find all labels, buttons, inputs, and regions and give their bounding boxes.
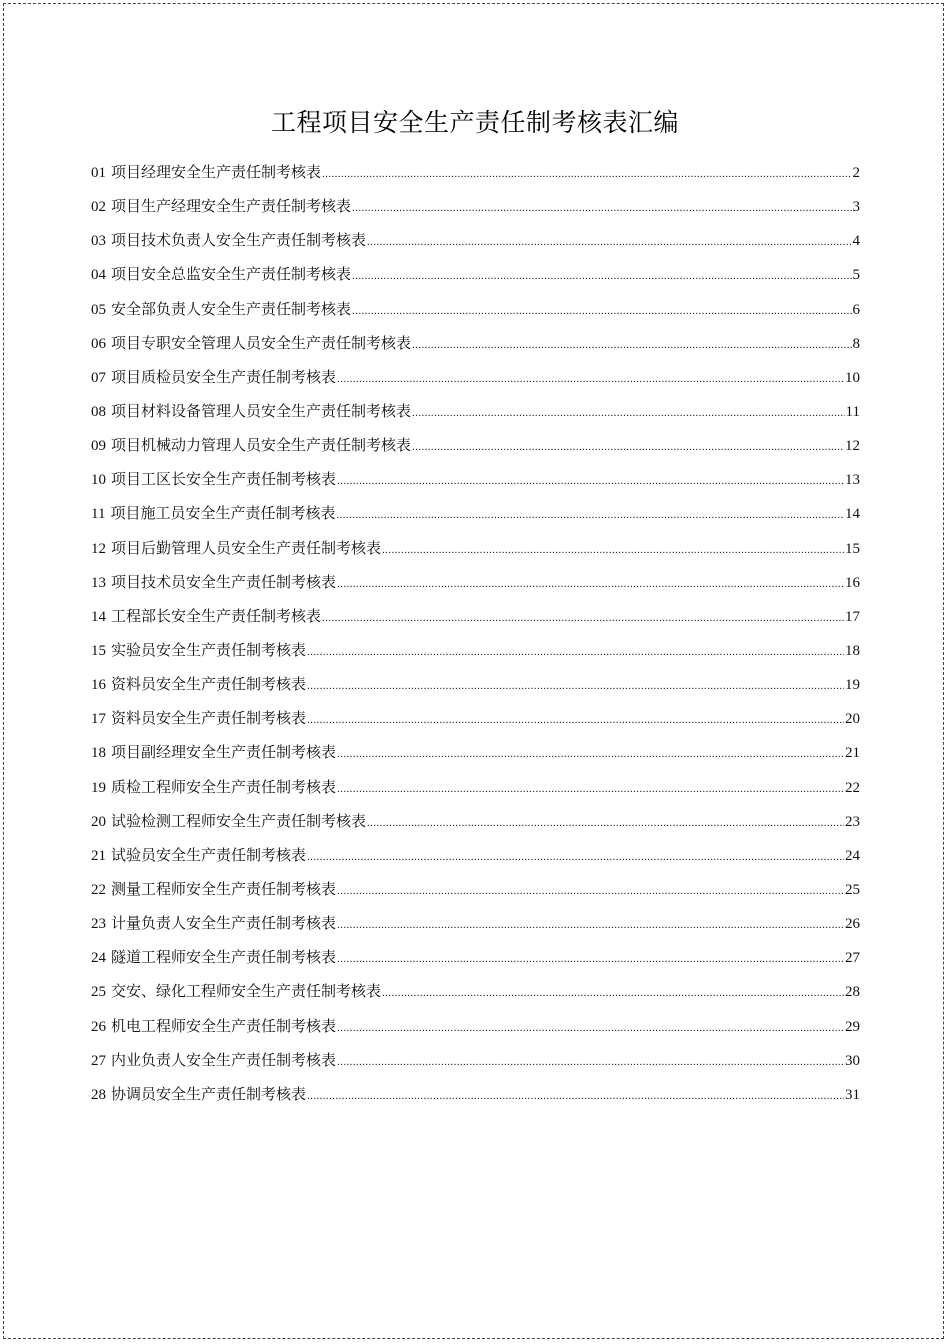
toc-entry[interactable] [91, 1014, 860, 1048]
toc-entry-number: 06 [91, 335, 106, 352]
toc-entry-page-number: 15 [845, 540, 860, 557]
toc-entry[interactable] [91, 536, 860, 570]
toc-entry-page-number: 30 [845, 1052, 860, 1069]
toc-entry-number: 04 [91, 267, 106, 284]
toc-entry[interactable] [91, 809, 860, 843]
toc-entry-title: 项目后勤管理人员安全生产责任制考核表 [111, 540, 382, 557]
toc-entry-title: 项目技术员安全生产责任制考核表 [111, 574, 337, 591]
toc-entry-number: 09 [91, 438, 106, 455]
toc-entry[interactable] [91, 399, 860, 433]
toc-entry-page-number: 5 [852, 267, 860, 284]
toc-dot-leader [412, 400, 845, 426]
toc-entry[interactable] [91, 228, 860, 262]
toc-entry-page-number: 28 [845, 984, 860, 1001]
toc-entry-page-number: 14 [845, 506, 860, 523]
toc-entry[interactable] [91, 297, 860, 331]
toc-entry[interactable] [91, 911, 860, 945]
toc-entry[interactable] [91, 775, 860, 809]
toc-entry[interactable] [91, 194, 860, 228]
toc-entry-number: 26 [91, 1018, 106, 1035]
toc-entry-title: 项目机械动力管理人员安全生产责任制考核表 [111, 438, 412, 455]
toc-dot-leader [337, 571, 844, 597]
toc-entry-number: 23 [91, 916, 106, 933]
toc-entry[interactable] [91, 638, 860, 672]
table-of-contents [91, 160, 860, 1116]
toc-entry[interactable] [91, 1048, 860, 1082]
toc-entry-number: 27 [91, 1052, 106, 1069]
toc-entry-page-number: 3 [852, 199, 860, 216]
toc-entry[interactable] [91, 740, 860, 774]
toc-entry-title: 计量负责人安全生产责任制考核表 [111, 916, 337, 933]
toc-entry-number: 12 [91, 540, 106, 557]
toc-entry-page-number: 20 [845, 711, 860, 728]
toc-dot-leader [382, 537, 844, 563]
toc-dot-leader [352, 263, 851, 289]
toc-dot-leader [367, 810, 844, 836]
toc-entry-page-number: 25 [845, 881, 860, 898]
toc-entry[interactable] [91, 433, 860, 467]
toc-entry-title: 安全部负责人安全生产责任制考核表 [111, 301, 352, 318]
toc-entry[interactable] [91, 979, 860, 1013]
toc-entry-page-number: 29 [845, 1018, 860, 1035]
toc-entry-page-number: 2 [852, 165, 860, 181]
toc-entry-title: 项目技术负责人安全生产责任制考核表 [111, 233, 367, 250]
toc-entry-page-number: 19 [845, 677, 860, 694]
toc-entry-number: 15 [91, 642, 106, 659]
toc-entry-title: 实验员安全生产责任制考核表 [111, 642, 307, 659]
toc-entry[interactable] [91, 672, 860, 706]
toc-dot-leader [382, 980, 844, 1006]
toc-entry-number: 22 [91, 881, 106, 898]
toc-dot-leader [367, 229, 851, 255]
toc-entry-title: 测量工程师安全生产责任制考核表 [111, 881, 337, 898]
toc-entry[interactable] [91, 877, 860, 911]
document-title: 工程项目安全生产责任制考核表汇编 [270, 108, 679, 137]
toc-entry-title: 项目生产经理安全生产责任制考核表 [111, 199, 352, 216]
toc-dot-leader [337, 741, 844, 767]
toc-entry-number: 17 [91, 711, 106, 728]
toc-entry-title: 项目施工员安全生产责任制考核表 [110, 506, 336, 523]
toc-entry-title: 项目质检员安全生产责任制考核表 [111, 369, 337, 386]
toc-entry-number: 07 [91, 369, 106, 386]
toc-dot-leader [337, 1049, 844, 1075]
toc-entry-number: 11 [91, 506, 106, 523]
toc-entry[interactable] [91, 604, 860, 638]
toc-dot-leader [322, 605, 844, 631]
toc-entry-number: 28 [91, 1086, 106, 1103]
toc-entry-title: 资料员安全生产责任制考核表 [111, 677, 307, 694]
toc-dot-leader [337, 946, 844, 972]
toc-entry[interactable] [91, 501, 860, 535]
toc-entry-page-number: 13 [845, 472, 860, 489]
toc-entry[interactable] [91, 945, 860, 979]
toc-entry-page-number: 6 [852, 301, 860, 318]
toc-entry-page-number: 27 [845, 950, 860, 967]
toc-entry[interactable] [91, 467, 860, 501]
toc-dot-leader [336, 502, 844, 528]
toc-dot-leader [337, 366, 844, 392]
toc-entry-title: 机电工程师安全生产责任制考核表 [111, 1018, 337, 1035]
toc-entry-title: 项目安全总监安全生产责任制考核表 [111, 267, 352, 284]
toc-entry-title: 工程部长安全生产责任制考核表 [111, 608, 322, 625]
toc-entry-number: 13 [91, 574, 106, 591]
toc-entry-number: 16 [91, 677, 106, 694]
toc-entry-title: 协调员安全生产责任制考核表 [111, 1086, 307, 1103]
toc-entry-title: 试验员安全生产责任制考核表 [111, 847, 307, 864]
toc-entry-title: 项目副经理安全生产责任制考核表 [111, 745, 337, 762]
toc-entry-page-number: 26 [845, 916, 860, 933]
toc-entry[interactable] [91, 570, 860, 604]
toc-dot-leader [337, 776, 844, 802]
toc-dot-leader [307, 1083, 844, 1109]
toc-entry-number: 03 [91, 233, 106, 250]
toc-entry[interactable] [91, 331, 860, 365]
toc-dot-leader [337, 468, 844, 494]
toc-dot-leader [307, 707, 844, 733]
toc-dot-leader [337, 912, 844, 938]
toc-entry-number: 20 [91, 813, 106, 830]
toc-dot-leader [352, 195, 851, 221]
toc-entry-title: 项目工区长安全生产责任制考核表 [111, 472, 337, 489]
toc-entry-number: 21 [91, 847, 106, 864]
toc-entry[interactable] [91, 365, 860, 399]
toc-entry-title: 项目经理安全生产责任制考核表 [111, 165, 322, 181]
toc-entry-number: 24 [91, 950, 106, 967]
toc-entry[interactable] [91, 706, 860, 740]
toc-entry-page-number: 12 [845, 438, 860, 455]
toc-entry[interactable] [91, 843, 860, 877]
toc-dot-leader [337, 1015, 844, 1041]
toc-entry-page-number: 16 [845, 574, 860, 591]
toc-entry-number: 14 [91, 608, 106, 625]
toc-entry-title: 试验检测工程师安全生产责任制考核表 [111, 813, 367, 830]
toc-entry[interactable] [91, 1082, 860, 1116]
toc-entry-title: 资料员安全生产责任制考核表 [111, 711, 307, 728]
toc-entry-page-number: 8 [852, 335, 860, 352]
toc-entry-number: 10 [91, 472, 106, 489]
toc-entry[interactable] [91, 262, 860, 296]
toc-dot-leader [322, 161, 851, 187]
toc-entry-page-number: 31 [845, 1086, 860, 1103]
toc-entry-page-number: 18 [845, 642, 860, 659]
toc-entry-title: 内业负责人安全生产责任制考核表 [111, 1052, 337, 1069]
toc-entry-page-number: 24 [845, 847, 860, 864]
toc-entry-number: 19 [91, 779, 106, 796]
toc-entry-number: 01 [91, 165, 106, 181]
toc-entry-title: 质检工程师安全生产责任制考核表 [111, 779, 337, 796]
toc-dot-leader [337, 878, 844, 904]
toc-entry-page-number: 11 [845, 403, 860, 420]
toc-entry-page-number: 23 [845, 813, 860, 830]
toc-entry-title: 项目材料设备管理人员安全生产责任制考核表 [111, 403, 412, 420]
toc-dot-leader [412, 434, 844, 460]
toc-entry-page-number: 21 [845, 745, 860, 762]
toc-entry-title: 隧道工程师安全生产责任制考核表 [111, 950, 337, 967]
toc-entry-number: 08 [91, 403, 106, 420]
toc-entry-page-number: 22 [845, 779, 860, 796]
toc-entry-number: 02 [91, 199, 106, 216]
toc-dot-leader [412, 332, 851, 358]
toc-dot-leader [352, 298, 851, 324]
toc-dot-leader [307, 673, 844, 699]
toc-entry-number: 05 [91, 301, 106, 318]
toc-entry[interactable] [91, 160, 860, 194]
toc-dot-leader [307, 639, 844, 665]
toc-entry-number: 18 [91, 745, 106, 762]
toc-entry-page-number: 17 [845, 608, 860, 625]
toc-entry-page-number: 10 [845, 369, 860, 386]
toc-entry-number: 25 [91, 984, 106, 1001]
toc-entry-title: 交安、绿化工程师安全生产责任制考核表 [111, 984, 382, 1001]
toc-dot-leader [307, 844, 844, 870]
toc-entry-page-number: 4 [852, 233, 860, 250]
toc-entry-title: 项目专职安全管理人员安全生产责任制考核表 [111, 335, 412, 352]
